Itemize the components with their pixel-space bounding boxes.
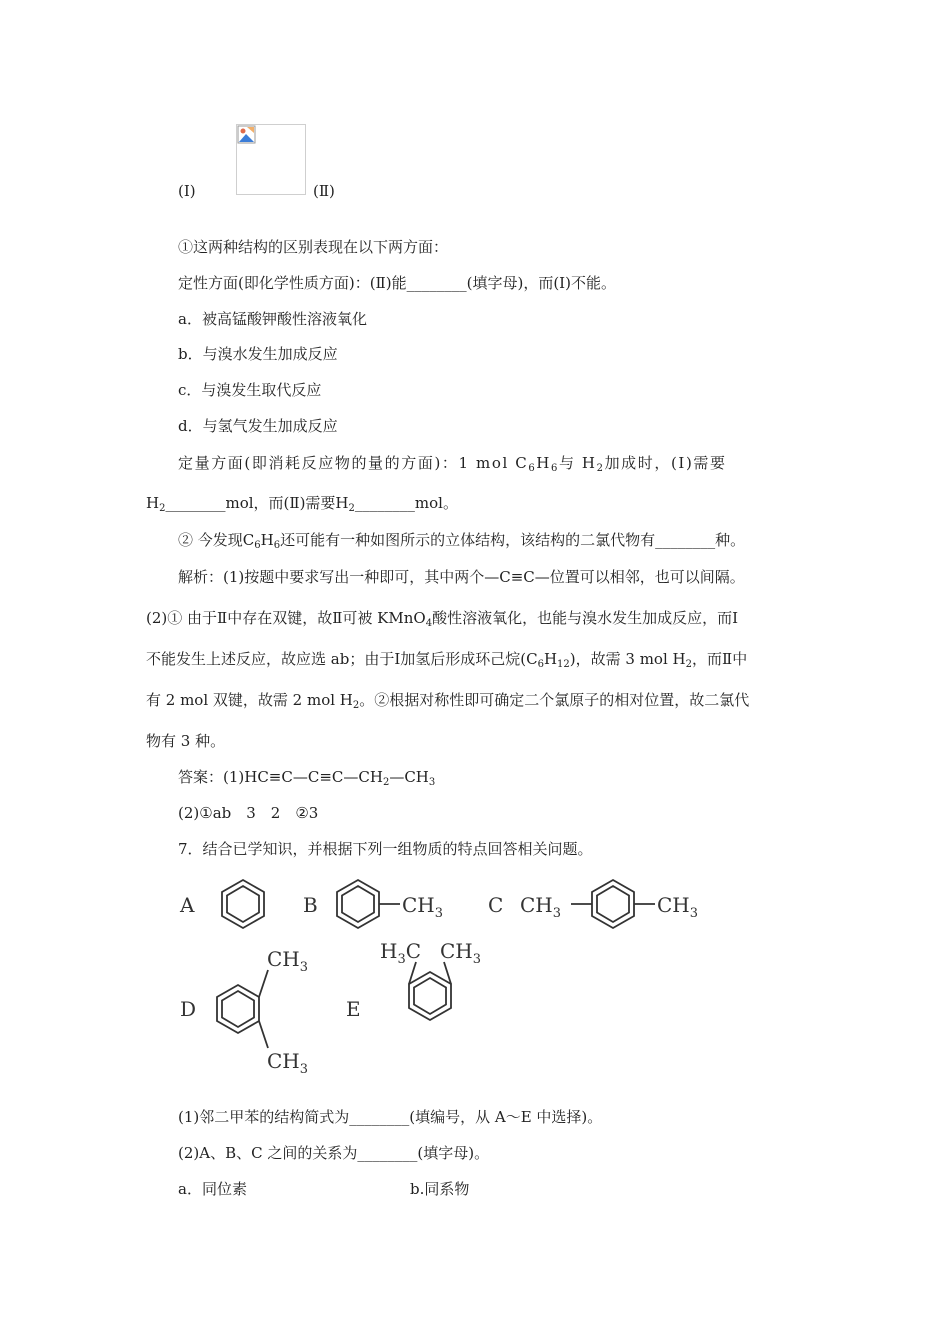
figure-label-i: (Ⅰ) [178,182,196,200]
option-b: b．与溴水发生加成反应 [178,345,338,363]
option-a: a．被高锰酸钾酸性溶液氧化 [178,310,367,328]
answer-blank[interactable]: ________ [406,274,467,292]
label-e-h3c: $H_3C$ [380,939,422,967]
benzene-ring-a [222,880,264,928]
benzene-inner-a [227,886,259,922]
structure-image-placeholder [236,124,306,195]
question-7-option-b: b.同系物 [410,1180,470,1198]
label-d-ch3-bottom: $CH_3$ [267,1049,309,1077]
benzene-inner-b [342,886,374,922]
analysis-line-3: 不能发生上述反应，故应选 ab；由于Ⅰ加氢后形成环己烷$(C_6H_{12})$，故需 3 mol $H_2$，而Ⅱ中 [146,650,748,670]
label-b: B [303,893,318,917]
label-c-ch3-right: $CH_3$ [657,893,699,921]
label-c: C [488,893,504,917]
part1-intro: ①这两种结构的区别表现在以下两方面： [178,238,449,256]
answer-blank[interactable]: ________ [354,494,415,512]
analysis-line-5: 物有 3 种。 [146,732,226,750]
benzene-inner-e [414,978,446,1014]
analysis-line-2: (2)① 由于Ⅱ中存在双键，故Ⅱ可被 KMnO$_4$酸性溶液氧化，也能与溴水发生加成反应，而Ⅰ [146,609,739,629]
quantitative-question-cont: $H_2\_\_\_\_\_\_\_\_mol$，而(Ⅱ)需要$H_2\_\_\_\_\_\_\_\_mol$。 [146,494,458,514]
label-e: E [346,997,361,1021]
benzene-ring-b [337,880,379,928]
analysis-line-4: 有 2 mol 双键，故需 2 mol $H_2$。②根据对称性即可确定二个氯原子的相对位置，故二氯代 [146,691,750,711]
benzene-inner-d [222,991,254,1027]
quantitative-question: 定量方面(即消耗反应物的量的方面)：1 mol $C_6H_6$与 $H_2$加成时，(Ⅰ)需要 [178,454,727,474]
label-a: A [180,893,195,917]
chemical-structures-figure [170,870,730,1080]
answer-blank[interactable]: ________ [165,494,226,512]
benzene-ring-e [409,972,451,1020]
benzene-inner-c [597,886,629,922]
label-d-ch3-top: $CH_3$ [267,947,309,975]
label-d: D [180,997,197,1021]
figure-label-ii: (Ⅱ) [313,182,335,200]
answer-blank[interactable]: ________ [357,1144,418,1162]
option-c: c．与溴发生取代反应 [178,381,322,399]
bond-d-bottom-methyl [259,1021,268,1048]
question-7-2: (2)A、B、C 之间的关系为________(填字母)。 [178,1144,490,1162]
question-7-1: (1)邻二甲苯的结构简式为________(填编号，从 A～E 中选择)。 [178,1108,603,1126]
broken-image-icon [237,125,257,145]
benzene-ring-d [217,985,259,1033]
label-e-ch3: $CH_3$ [440,939,482,967]
part2-question: ② 今发现$C_6H_6$还可能有一种如图所示的立体结构，该结构的二氯代物有________种。 [178,531,746,551]
benzene-ring-c [592,880,634,928]
answer-line-2: (2)①ab 3 2 ②3 [178,804,319,822]
question-7-option-a: a．同位素 [178,1180,247,1198]
qualitative-question: 定性方面(即化学性质方面)：(Ⅱ)能________(填字母)，而(Ⅰ)不能。 [178,274,616,292]
option-d: d．与氢气发生加成反应 [178,417,338,435]
answer-line-1: 答案：$(1)HC\equiv C—C\equiv C—CH_2—CH_3$ [178,768,436,788]
answer-blank[interactable]: ________ [655,531,716,549]
answer-blank[interactable]: ________ [349,1108,410,1126]
analysis-line-1: 解析：(1)按题中要求写出一种即可，其中两个—C≡C—位置可以相邻，也可以间隔。 [178,568,745,586]
label-b-ch3: $CH_3$ [402,893,444,921]
question-7-stem: 7．结合已学知识，并根据下列一组物质的特点回答相关问题。 [178,840,593,858]
label-c-ch3-left: $CH_3$ [520,893,562,921]
bond-d-top-methyl [259,970,268,997]
